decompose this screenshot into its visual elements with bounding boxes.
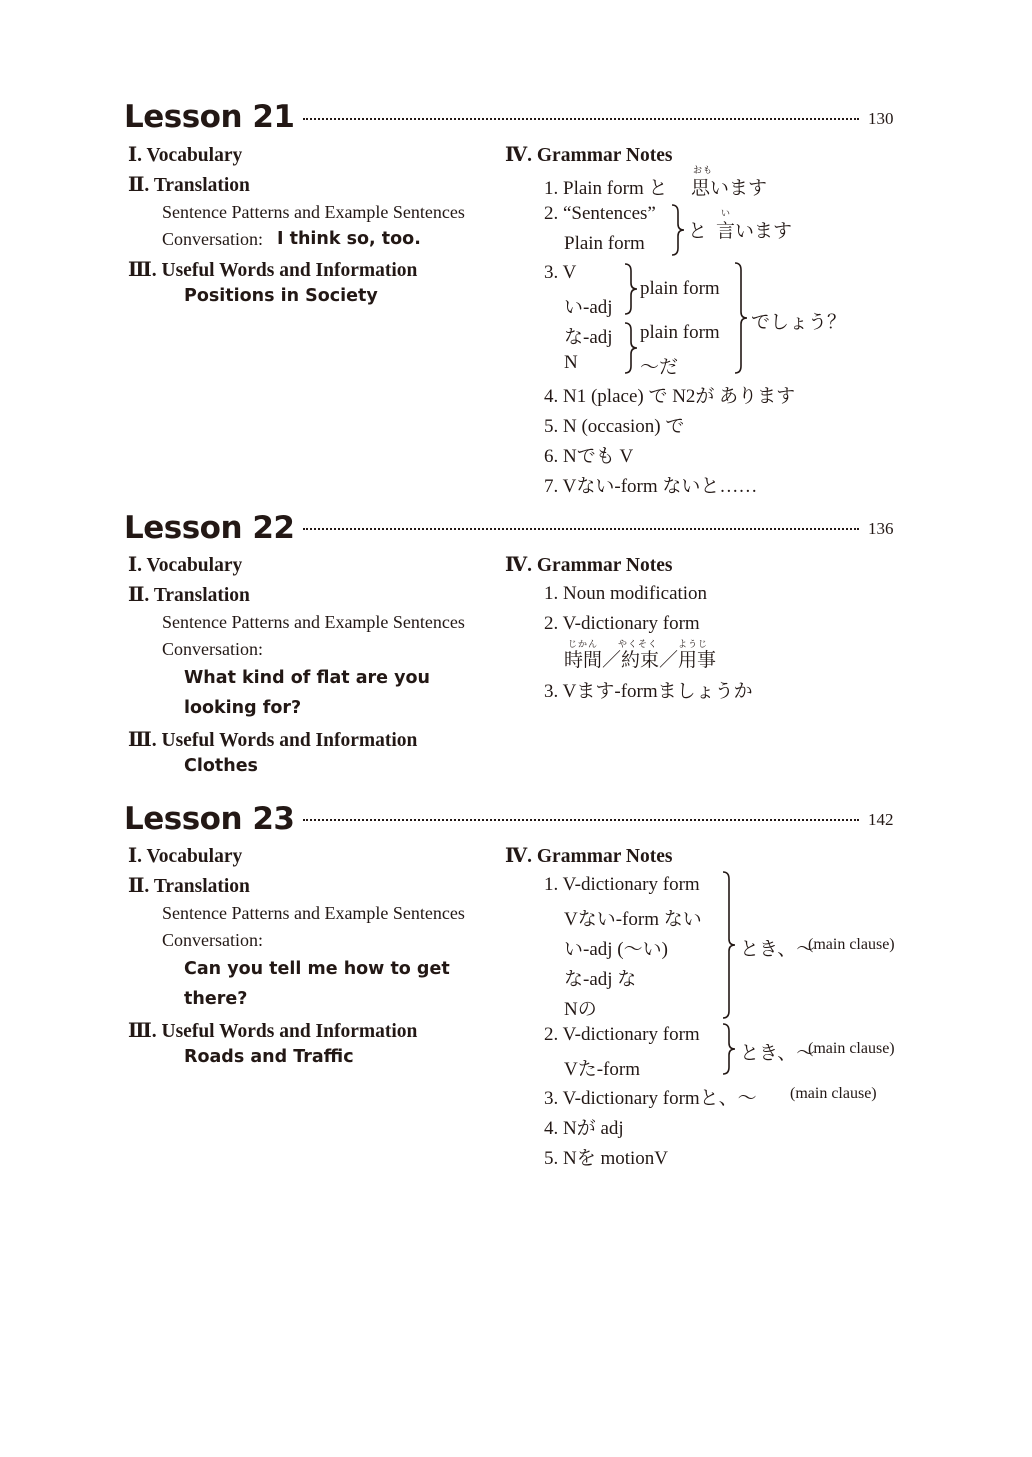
conversation-title: I think so, too. (277, 229, 421, 249)
grammar-note-3: 3. Vます-formましょうか (544, 681, 753, 702)
grammar-note-2-main-clause: (main clause) (808, 1040, 895, 1057)
grammar-note-6: 6. Nでも V (544, 446, 634, 467)
section-translation: Ⅱ. Translation (128, 175, 250, 196)
lesson-title: Lesson 21 (124, 99, 295, 135)
grammar-note-1-d: な-adj な (564, 969, 637, 990)
right-brace (624, 263, 638, 315)
section-translation: Ⅱ. Translation (128, 876, 250, 897)
section-grammar-notes: Ⅳ. Grammar Notes (505, 145, 673, 166)
page-number: 136 (868, 519, 894, 538)
conversation-title-line2: looking for? (184, 698, 302, 718)
right-brace (722, 871, 736, 1019)
useful-topic: Positions in Society (184, 286, 378, 306)
grammar-note-2-kanji: 時間／約束／用事 (564, 650, 717, 671)
grammar-note-2: 2. V-dictionary form (544, 613, 700, 634)
conversation-title-line2: there? (184, 989, 248, 1009)
grammar-note-4: 4. Nが adj (544, 1118, 624, 1139)
grammar-note-1-a: 1. V-dictionary form (544, 874, 700, 895)
conversation-label: Conversation: (162, 639, 263, 659)
ruby-omo: おも (693, 165, 714, 175)
section-useful-words: Ⅲ. Useful Words and Information (128, 730, 418, 751)
section-grammar-notes: Ⅳ. Grammar Notes (505, 555, 673, 576)
grammar-note-1-main-clause: (main clause) (808, 936, 895, 953)
section-useful-words: Ⅲ. Useful Words and Information (128, 260, 418, 281)
grammar-note-2-toki: とき、～ (740, 1043, 816, 1064)
grammar-note-2-kanji: 言います (716, 221, 793, 242)
grammar-note-2-to: と (688, 221, 708, 242)
leader-dots (303, 819, 859, 821)
grammar-note-4: 4. N1 (place) で N2が あります (544, 386, 796, 407)
grammar-note-1: 1. Plain form と (544, 178, 668, 199)
leader-dots (303, 118, 859, 120)
grammar-note-2-a: 2. V-dictionary form (544, 1024, 700, 1045)
right-brace (734, 262, 748, 374)
grammar-note-1-c: い-adj (～い) (564, 939, 668, 960)
grammar-note-2-line1: 2. “Sentences” (544, 203, 656, 224)
section-grammar-notes: Ⅳ. Grammar Notes (505, 846, 673, 867)
grammar-note-3-da: ～だ (640, 357, 679, 378)
conversation-title-line1: Can you tell me how to get (184, 959, 450, 979)
conversation-label: Conversation: (162, 930, 263, 950)
lesson-title: Lesson 22 (124, 510, 295, 546)
right-brace (671, 204, 685, 256)
grammar-note-3: 3. V-dictionary formと、～ (544, 1088, 757, 1109)
lesson-title: Lesson 23 (124, 801, 295, 837)
page-number: 130 (868, 109, 894, 128)
grammar-note-5: 5. Nを motionV (544, 1148, 669, 1169)
section-translation: Ⅱ. Translation (128, 585, 250, 606)
grammar-note-2-line2: Plain form (564, 233, 645, 254)
grammar-note-3-main-clause: (main clause) (790, 1085, 877, 1102)
grammar-note-3-plain1: plain form (640, 278, 720, 299)
grammar-note-5: 5. N (occasion) で (544, 416, 685, 437)
useful-topic: Roads and Traffic (184, 1047, 354, 1067)
grammar-note-1-b: Vない-form ない (564, 909, 702, 930)
ruby-jikan-yakusoku-youji: じかん やくそく ようじ (568, 639, 709, 649)
sentence-patterns: Sentence Patterns and Example Sentences (162, 202, 465, 222)
section-vocabulary: Ⅰ. Vocabulary (128, 145, 243, 166)
grammar-note-3-deshou: でしょう？ (751, 312, 847, 333)
grammar-note-1: 1. Noun modification (544, 583, 708, 604)
right-brace (624, 322, 638, 374)
page-number: 142 (868, 810, 894, 829)
leader-dots (303, 528, 859, 530)
right-brace (722, 1023, 736, 1075)
grammar-note-7: 7. Vない-form ないと…… (544, 476, 758, 497)
grammar-note-1-e: Nの (564, 999, 597, 1020)
sentence-patterns: Sentence Patterns and Example Sentences (162, 612, 465, 632)
useful-topic: Clothes (184, 756, 258, 776)
section-useful-words: Ⅲ. Useful Words and Information (128, 1021, 418, 1042)
grammar-note-3-v: 3. V (544, 262, 577, 283)
ruby-i: い (721, 208, 732, 218)
grammar-note-1-kanji: 思います (691, 178, 768, 199)
grammar-note-3-naadj: な-adj (564, 327, 613, 348)
grammar-note-3-n: N (564, 352, 578, 373)
conversation-label: Conversation: (162, 229, 263, 249)
section-vocabulary: Ⅰ. Vocabulary (128, 846, 243, 867)
conversation-title-line1: What kind of flat are you (184, 668, 430, 688)
section-vocabulary: Ⅰ. Vocabulary (128, 555, 243, 576)
grammar-note-2-b: Vた-form (564, 1059, 640, 1080)
grammar-note-3-plain2: plain form (640, 322, 720, 343)
grammar-note-3-iadj: い-adj (564, 297, 613, 318)
sentence-patterns: Sentence Patterns and Example Sentences (162, 903, 465, 923)
grammar-note-1-toki: とき、～ (740, 939, 816, 960)
